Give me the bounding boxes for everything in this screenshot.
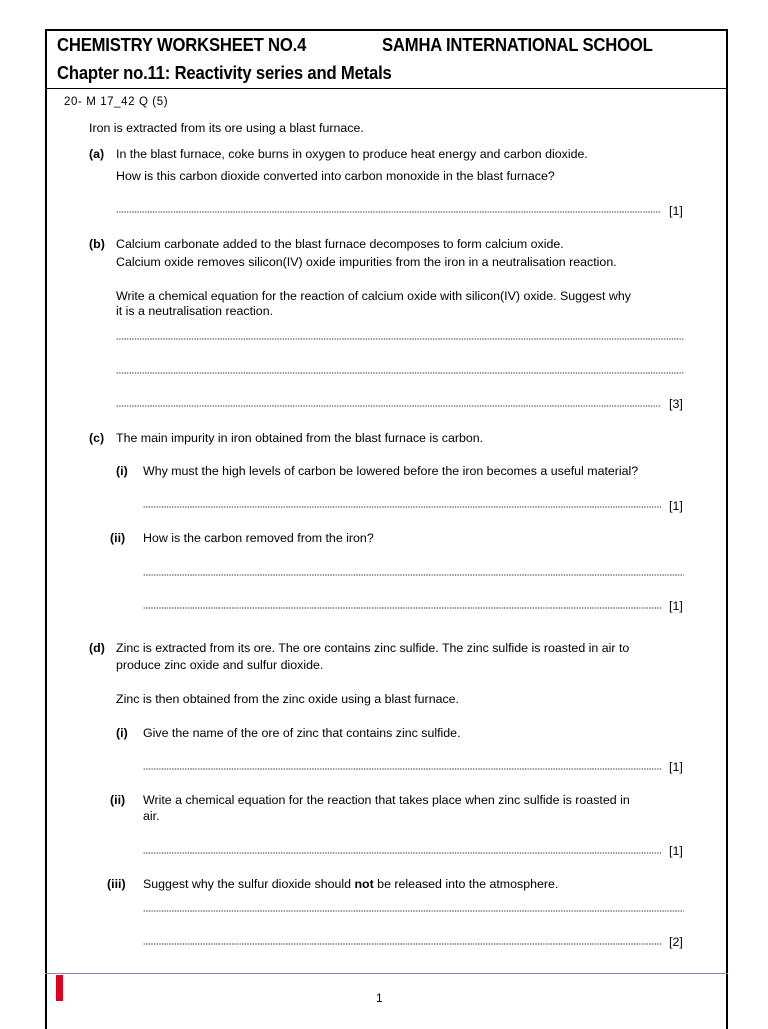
part-b-text-2: Calcium oxide removes silicon(IV) oxide impurities from the iron in a neutralisation reaction.	[116, 255, 617, 269]
part-d-text-2: produce zinc oxide and sulfur dioxide.	[116, 658, 324, 672]
part-c-text: The main impurity in iron obtained from the blast furnace is carbon.	[116, 431, 484, 445]
part-d-iii-label: (iii)	[107, 877, 126, 891]
chapter-title: Chapter no.11: Reactivity series and Metals	[57, 62, 392, 83]
part-c-ii-text: How is the carbon removed from the iron?	[143, 531, 374, 545]
mark-allocation: [2]	[669, 935, 683, 949]
part-b-text-3: Write a chemical equation for the reaction of calcium oxide with silicon(IV) oxide. Suggest why	[116, 289, 631, 303]
answer-line[interactable]	[143, 506, 661, 508]
answer-line[interactable]	[143, 607, 661, 609]
part-d-text-1: Zinc is extracted from its ore. The ore contains zinc sulfide. The zinc sulfide is roasted in air to	[116, 641, 630, 655]
answer-line[interactable]	[143, 574, 684, 576]
part-d-ii-text-1: Write a chemical equation for the reaction that takes place when zinc sulfide is roasted in	[143, 793, 630, 807]
emphasis-not: not	[354, 877, 374, 891]
answer-line[interactable]	[143, 768, 661, 770]
school-name: SAMHA INTERNATIONAL SCHOOL	[382, 34, 653, 55]
part-d-text-3: Zinc is then obtained from the zinc oxide using a blast furnace.	[116, 692, 459, 706]
part-b-text-1: Calcium carbonate added to the blast furnace decomposes to form calcium oxide.	[116, 237, 564, 251]
answer-line[interactable]	[143, 943, 661, 945]
answer-line[interactable]	[116, 338, 684, 340]
answer-line[interactable]	[116, 211, 661, 213]
question-intro: Iron is extracted from its ore using a blast furnace.	[89, 121, 364, 135]
part-d-label: (d)	[89, 641, 105, 655]
answer-line[interactable]	[143, 910, 684, 912]
worksheet-title: CHEMISTRY WORKSHEET NO.4	[57, 34, 307, 55]
part-c-ii-label: (ii)	[110, 531, 126, 545]
mark-allocation: [1]	[669, 499, 683, 513]
mark-allocation: [1]	[669, 844, 683, 858]
part-a-text-1: In the blast furnace, coke burns in oxygen to produce heat energy and carbon dioxide.	[116, 147, 588, 161]
part-d-ii-label: (ii)	[110, 793, 126, 807]
mark-allocation: [1]	[669, 760, 683, 774]
footer-divider	[45, 973, 728, 974]
question-reference: 20- M 17_42 Q (5)	[64, 96, 169, 108]
part-c-i-label: (i)	[116, 464, 128, 478]
answer-line[interactable]	[143, 852, 661, 854]
part-b-label: (b)	[89, 237, 105, 251]
page-number: 1	[376, 991, 383, 1005]
part-a-text-2: How is this carbon dioxide converted into carbon monoxide in the blast furnace?	[116, 169, 555, 183]
part-a-label: (a)	[89, 147, 105, 161]
header-divider	[45, 88, 728, 89]
mark-allocation: [1]	[669, 599, 683, 613]
part-c-label: (c)	[89, 431, 105, 445]
mark-allocation: [3]	[669, 397, 683, 411]
part-d-ii-text-2: air.	[143, 809, 160, 823]
part-c-i-text: Why must the high levels of carbon be lowered before the iron becomes a useful material?	[143, 464, 639, 478]
red-margin-marker	[56, 975, 63, 1001]
part-b-text-4: it is a neutralisation reaction.	[116, 304, 274, 318]
part-d-iii-text: Suggest why the sulfur dioxide should not be released into the atmosphere.	[143, 877, 559, 891]
part-d-i-text: Give the name of the ore of zinc that contains zinc sulfide.	[143, 726, 461, 740]
answer-line[interactable]	[116, 372, 684, 374]
answer-line[interactable]	[116, 405, 661, 407]
mark-allocation: [1]	[669, 204, 683, 218]
part-d-i-label: (i)	[116, 726, 128, 740]
